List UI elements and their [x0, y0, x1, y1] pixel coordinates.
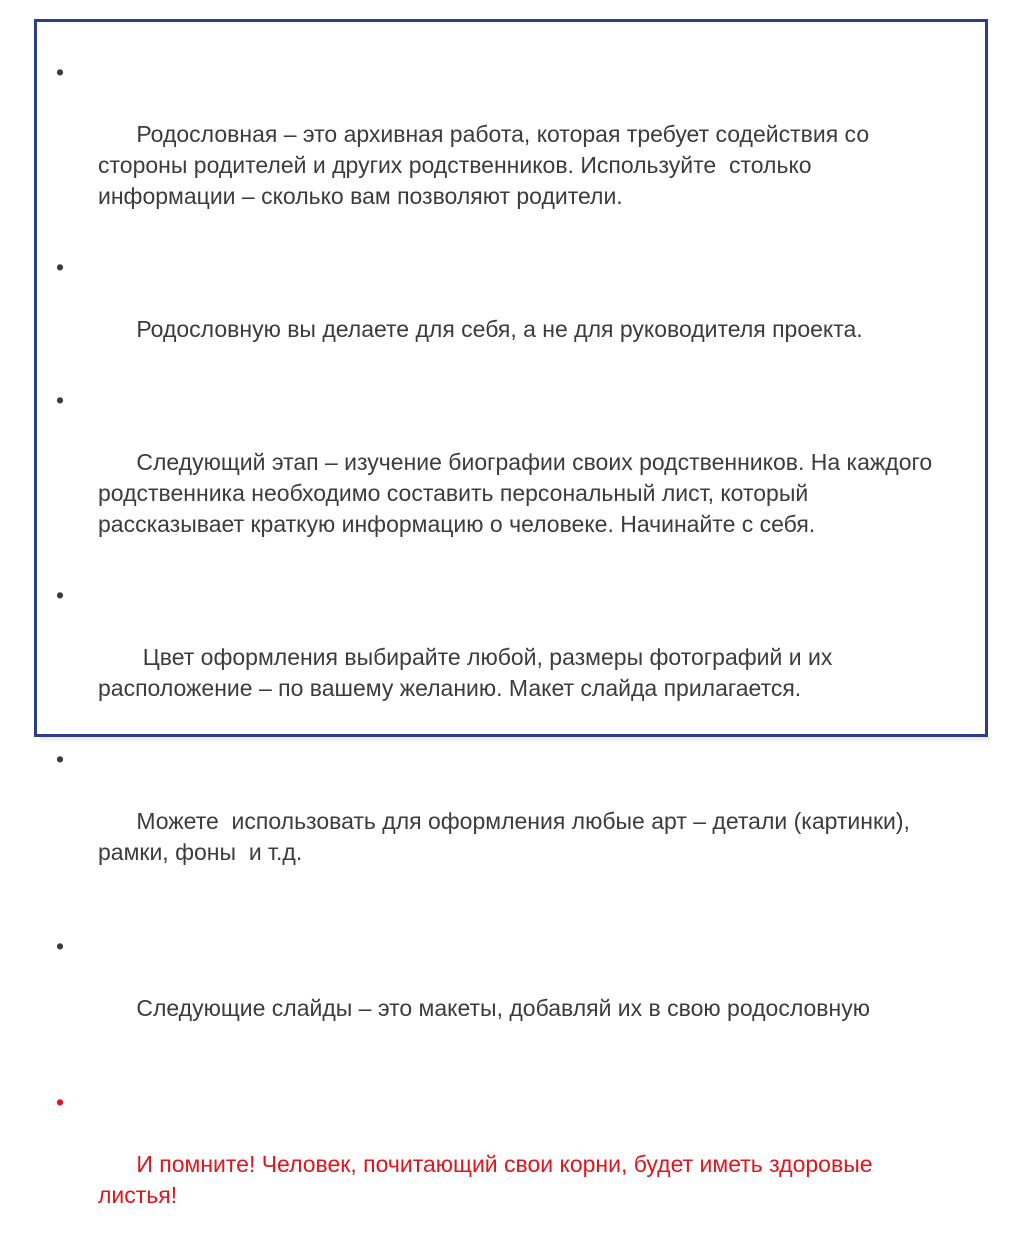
- bullet-text: Следующий этап – изучение биографии своих родственников. На каждого родственника необходимо составить персональный лист, который рассказывает краткую информацию о человеке. Начинайте с себя.: [98, 449, 939, 537]
- bullet-text: Следующие слайды – это макеты, добавляй их в свою родословную: [136, 995, 870, 1021]
- bullet-item-1: [56, 57, 936, 243]
- bullet-item-7-highlight: [56, 1087, 936, 1242]
- bullet-text: Родословная – это архивная работа, которая требует содействия со стороны родителей и других родственников. Используйте столько информации – сколько вам позволяют родители.: [98, 121, 876, 209]
- bullet-text: Можете использовать для оформления любые арт – детали (картинки), рамки, фоны и т.д.: [98, 808, 917, 865]
- bullet-dot-icon: •: [56, 387, 65, 413]
- bullet-text: Цвет оформления выбирайте любой, размеры фотографий и их расположение – по вашему желанию. Макет слайда прилагается.: [98, 644, 839, 701]
- bullet-dot-icon: •: [56, 59, 65, 85]
- bullet-list: [56, 57, 939, 1251]
- bullet-item-5: [56, 744, 936, 899]
- bullet-text: И помните! Человек, почитающий свои корни, будет иметь здоровые листья!: [98, 1151, 879, 1208]
- bullet-dot-icon: •: [56, 582, 65, 608]
- bullet-item-4: [56, 580, 936, 735]
- bullet-item-6: [56, 931, 936, 1055]
- bullet-dot-icon: •: [56, 746, 65, 772]
- bullet-dot-icon: •: [56, 254, 65, 280]
- bullet-dot-icon: •: [56, 1089, 65, 1115]
- bullet-item-3: [56, 385, 939, 571]
- bullet-text: Родословную вы делаете для себя, а не для руководителя проекта.: [136, 316, 863, 342]
- bullet-item-2: [56, 252, 936, 376]
- bullet-dot-icon: •: [56, 933, 65, 959]
